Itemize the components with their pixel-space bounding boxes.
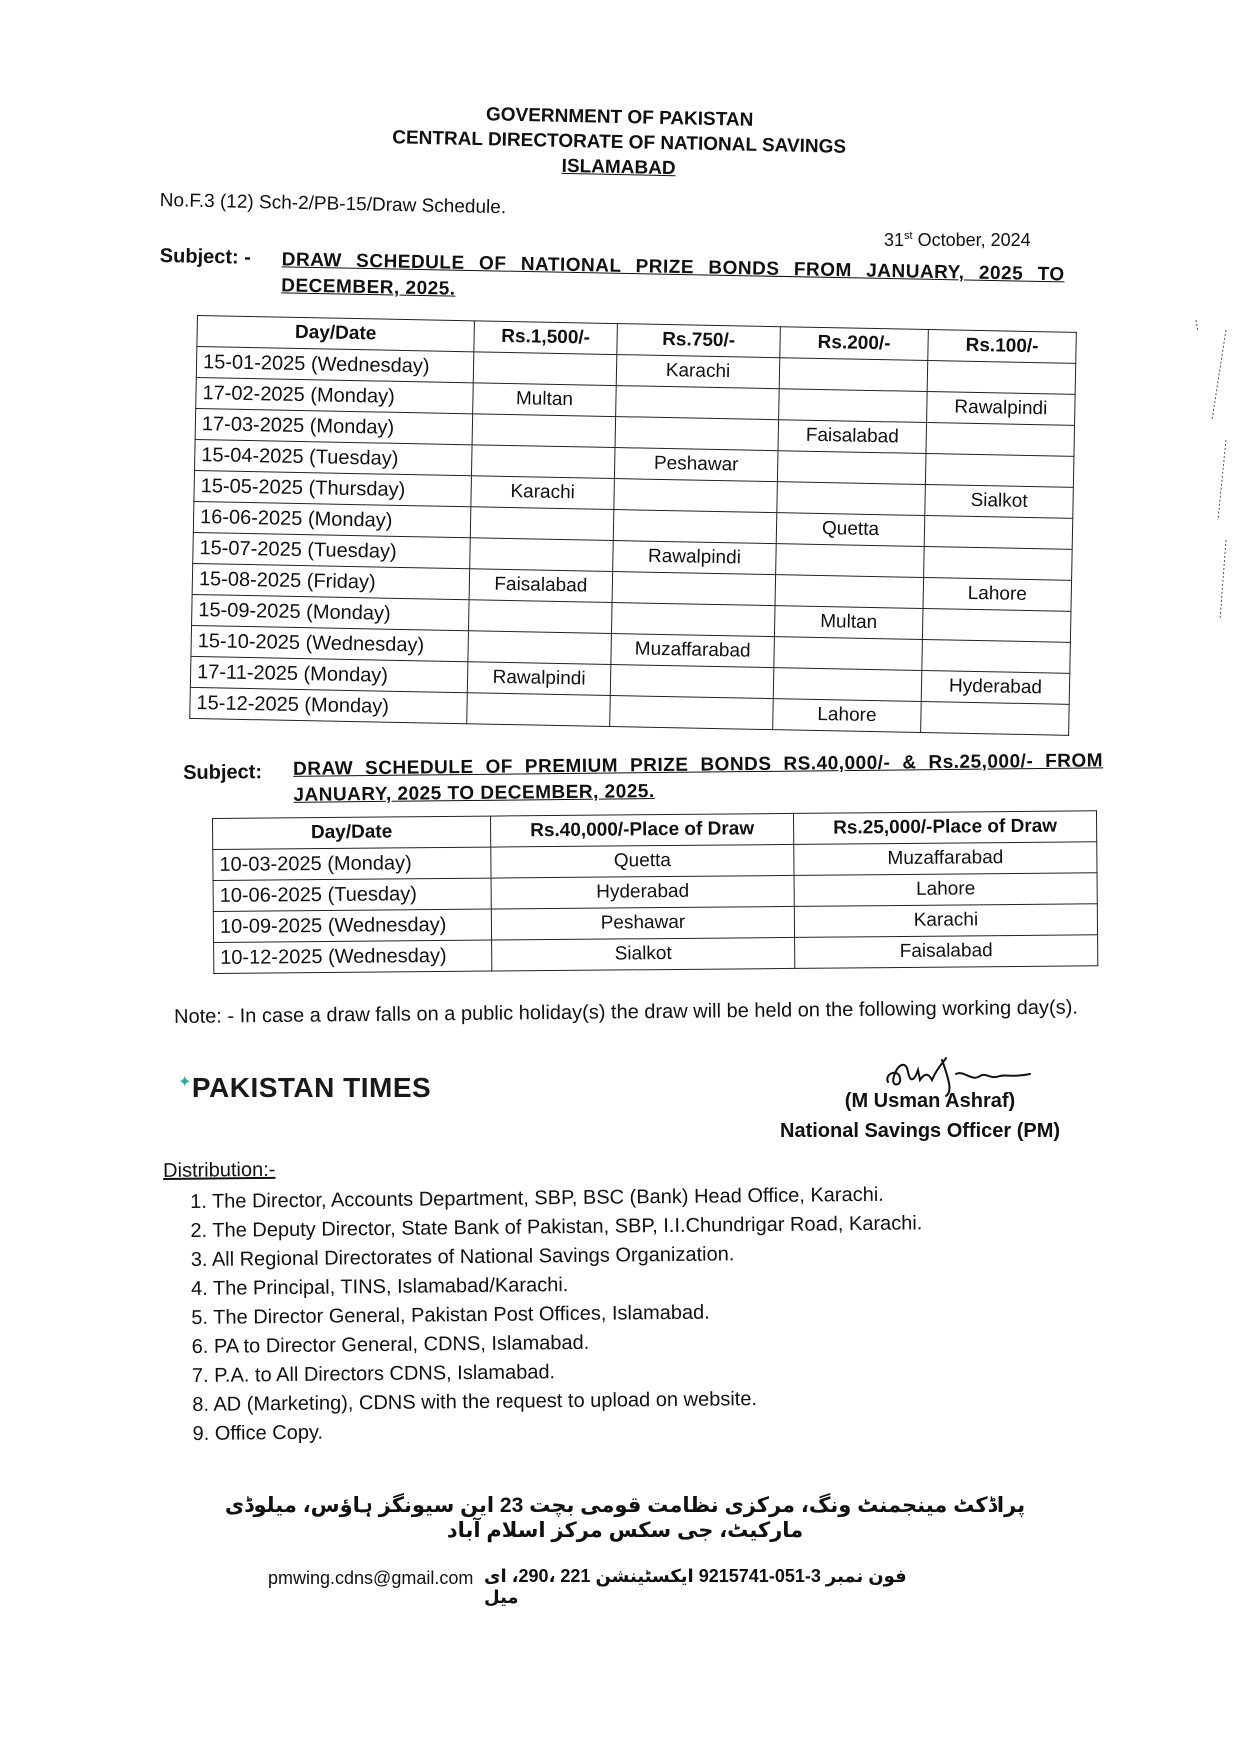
list-item: 7. P.A. to All Directors CDNS, Islamabad. <box>191 1361 556 1387</box>
draw-date-cell: 10-06-2025 (Tuesday) <box>213 878 491 911</box>
subject-text: DRAW SCHEDULE OF NATIONAL PRIZE BONDS FROM JANUARY, 2025 TO DECEMBER, 2025. <box>281 249 1065 300</box>
holiday-note: Note: - In case a draw falls on a public holiday(s) the draw will be held on the following working day(s). <box>174 996 1078 1028</box>
draw-place-cell <box>773 668 922 702</box>
draw-date-cell: 16-06-2025 (Monday) <box>193 501 471 537</box>
draw-place-cell <box>776 544 925 578</box>
draw-place-cell <box>615 417 779 451</box>
draw-place-cell: Faisalabad <box>795 935 1098 969</box>
letterhead-directorate: CENTRAL DIRECTORATE OF NATIONAL SAVINGS <box>392 127 847 158</box>
draw-place-cell <box>473 352 617 386</box>
subject-text: DRAW SCHEDULE OF PREMIUM PRIZE BONDS RS.40,000/- & Rs.25,000/- FROM JANUARY, 2025 TO DECEMBER, 2025. <box>293 750 1104 806</box>
letterhead <box>378 100 859 185</box>
draw-place-cell: Lahore <box>773 699 922 733</box>
draw-date-cell: 15-01-2025 (Wednesday) <box>196 347 474 383</box>
draw-place-cell <box>921 701 1070 735</box>
draw-place-cell: Rawalpindi <box>613 541 777 575</box>
draw-place-cell: Lahore <box>923 577 1072 611</box>
draw-date-cell: 17-03-2025 (Monday) <box>195 408 473 444</box>
draw-place-cell <box>922 608 1071 642</box>
draw-place-cell <box>470 507 614 541</box>
signatory-title: National Savings Officer (PM) <box>780 1120 1061 1142</box>
draw-place-cell: Sialkot <box>492 937 795 971</box>
draw-place-cell: Karachi <box>471 476 615 510</box>
subject-label: Subject: - <box>159 245 252 269</box>
draw-date-cell: 15-10-2025 (Wednesday) <box>191 625 469 661</box>
draw-place-cell <box>612 572 776 606</box>
draw-place-cell <box>779 389 928 423</box>
draw-place-cell <box>467 693 611 727</box>
date-rest: October, 2024 <box>912 230 1031 250</box>
scan-margin-marks <box>1190 320 1230 640</box>
draw-date-cell: 10-09-2025 (Wednesday) <box>213 909 491 942</box>
draw-date-cell: 15-05-2025 (Thursday) <box>194 470 472 506</box>
column-header: Rs.25,000/-Place of Draw <box>793 811 1096 845</box>
list-item: 9. Office Copy. <box>192 1421 324 1445</box>
letterhead-government: GOVERNMENT OF PAKISTAN <box>485 104 754 131</box>
draw-place-cell: Faisalabad <box>778 420 927 454</box>
column-header: Rs.100/- <box>928 330 1077 364</box>
draw-place-cell: Karachi <box>616 355 780 389</box>
footer-address-urdu: پراڈکٹ مینجمنٹ ونگ، مرکزی نظامت قومی بچت 23 این سیونگز ہاؤس، میلوڈی مارکیٹ، جی سکس مرکز اسلام آباد <box>224 1494 1026 1542</box>
column-header: Day/Date <box>197 316 475 352</box>
draw-place-cell: Multan <box>774 606 923 640</box>
draw-place-cell: Hyderabad <box>491 875 794 909</box>
date-day: 31 <box>884 230 905 250</box>
draw-place-cell <box>610 665 774 699</box>
pakistan-times-watermark <box>178 1072 431 1104</box>
draw-date-cell: 17-02-2025 (Monday) <box>196 377 474 413</box>
draw-place-cell <box>471 445 615 479</box>
draw-place-cell <box>470 538 614 572</box>
draw-place-cell <box>775 575 924 609</box>
subject-label: Subject: <box>183 761 263 784</box>
table-row <box>214 935 1098 974</box>
list-item: 4. The Principal, TINS, Islamabad/Karachi. <box>190 1274 569 1300</box>
list-item: 3. All Regional Directorates of National Savings Organization. <box>190 1243 735 1271</box>
draw-place-cell: Rawalpindi <box>927 392 1076 426</box>
draw-place-cell: Faisalabad <box>469 569 613 603</box>
draw-place-cell <box>777 451 926 485</box>
distribution-title: Distribution:- <box>163 1158 276 1182</box>
draw-date-cell: 17-11-2025 (Monday) <box>190 656 468 692</box>
signatory-name: (M Usman Ashraf) <box>844 1090 1016 1112</box>
draw-date-cell: 15-04-2025 (Tuesday) <box>195 439 473 475</box>
list-item: 6. PA to Director General, CDNS, Islamabad. <box>191 1331 590 1358</box>
draw-place-cell <box>472 414 616 448</box>
column-header: Rs.750/- <box>617 324 781 358</box>
subject-premium-prize-bonds <box>183 748 1104 806</box>
draw-place-cell: Karachi <box>794 904 1097 938</box>
draw-place-cell <box>614 479 778 513</box>
draw-place-cell <box>924 547 1073 581</box>
draw-date-cell: 15-09-2025 (Monday) <box>192 594 470 630</box>
list-item: 5. The Director General, Pakistan Post Offices, Islamabad. <box>191 1301 710 1329</box>
footer-contact-urdu: فون نمبر 3-051-9215741 ایکسٹینشن 221 ،290، ای میل <box>484 1566 907 1607</box>
reference-number: No.F.3 (12) Sch-2/PB-15/Draw Schedule. <box>159 190 507 219</box>
draw-place-cell <box>927 361 1076 395</box>
column-header: Rs.1,500/- <box>474 321 618 355</box>
letter-date <box>884 230 1031 251</box>
letterhead-city: ISLAMABAD <box>561 155 676 180</box>
national-prize-bond-schedule-table <box>189 315 1077 736</box>
footer-email: pmwing.cdns@gmail.com <box>268 1568 474 1588</box>
draw-place-cell <box>610 696 774 730</box>
list-item: 2. The Deputy Director, State Bank of Pakistan, SBP, I.I.Chundrigar Road, Karachi. <box>190 1212 923 1242</box>
draw-date-cell: 15-12-2025 (Monday) <box>190 687 468 723</box>
draw-date-cell: 10-12-2025 (Wednesday) <box>214 940 492 973</box>
draw-place-cell: Peshawar <box>614 448 778 482</box>
draw-place-cell: Quetta <box>491 844 794 878</box>
date-suffix: st <box>904 230 913 242</box>
brand-text: PAKISTAN TIMES <box>191 1072 432 1103</box>
draw-place-cell: Quetta <box>776 513 925 547</box>
sparkle-icon: ✦ <box>178 1074 192 1091</box>
distribution-list <box>190 1180 925 1449</box>
draw-place-cell <box>468 631 612 665</box>
draw-place-cell <box>616 386 780 420</box>
draw-place-cell <box>922 639 1071 673</box>
list-item: 8. AD (Marketing), CDNS with the request to upload on website. <box>192 1388 758 1416</box>
draw-place-cell: Hyderabad <box>921 670 1070 704</box>
draw-place-cell: Muzaffarabad <box>611 634 775 668</box>
list-item: 1. The Director, Accounts Department, SBP, BSC (Bank) Head Office, Karachi. <box>190 1183 884 1213</box>
column-header: Rs.40,000/-Place of Draw <box>490 813 793 847</box>
draw-place-cell: Rawalpindi <box>467 662 611 696</box>
draw-place-cell <box>924 516 1073 550</box>
draw-place-cell: Lahore <box>794 873 1097 907</box>
draw-place-cell <box>777 482 926 516</box>
column-header: Day/Date <box>213 816 491 849</box>
column-header: Rs.200/- <box>780 327 929 361</box>
draw-place-cell <box>611 603 775 637</box>
draw-place-cell <box>774 637 923 671</box>
draw-place-cell <box>925 454 1074 488</box>
draw-place-cell <box>779 358 928 392</box>
draw-place-cell: Muzaffarabad <box>794 842 1097 876</box>
draw-place-cell: Multan <box>473 383 617 417</box>
draw-place-cell <box>613 510 777 544</box>
draw-date-cell: 10-03-2025 (Monday) <box>213 847 491 880</box>
draw-place-cell: Sialkot <box>925 485 1074 519</box>
premium-prize-bond-schedule-table <box>212 810 1098 974</box>
draw-place-cell <box>468 600 612 634</box>
draw-place-cell <box>926 423 1075 457</box>
draw-date-cell: 15-07-2025 (Tuesday) <box>193 532 471 568</box>
draw-place-cell: Peshawar <box>491 906 794 940</box>
draw-date-cell: 15-08-2025 (Friday) <box>192 563 470 599</box>
